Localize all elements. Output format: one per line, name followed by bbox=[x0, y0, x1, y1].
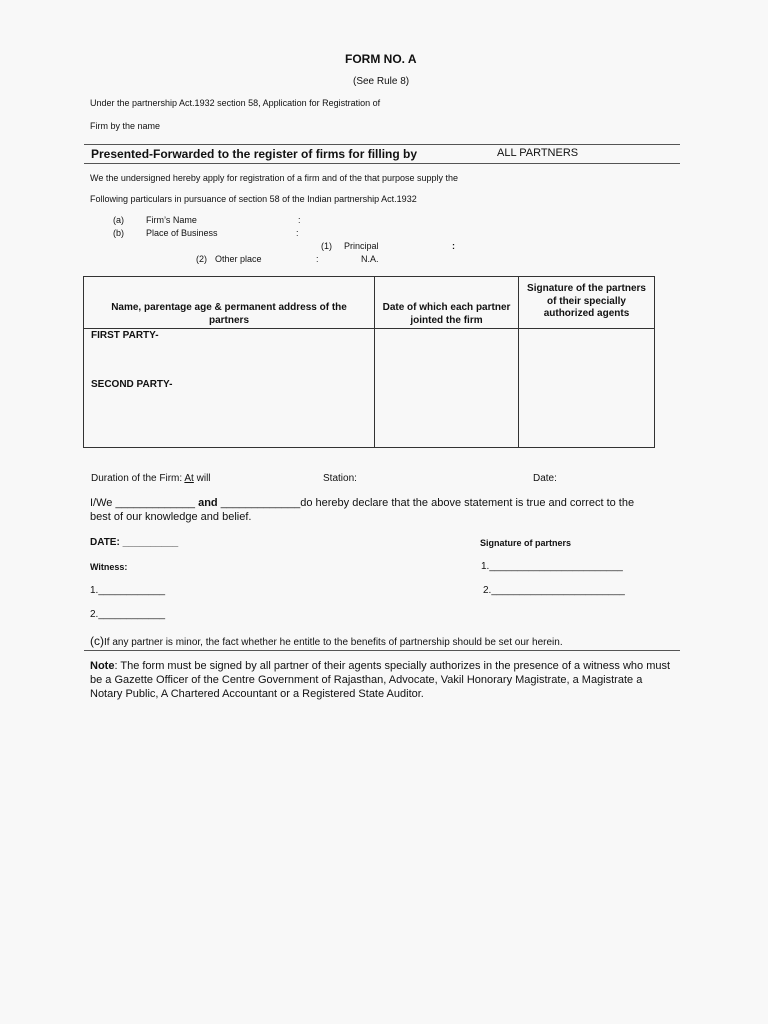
minor-clause bbox=[90, 634, 563, 648]
duration-label: Duration of the Firm: bbox=[91, 473, 183, 484]
parties-cell[interactable] bbox=[84, 329, 375, 448]
principal-marker: (1) bbox=[321, 241, 332, 251]
partners-table bbox=[83, 276, 655, 448]
principal-colon: : bbox=[452, 241, 455, 251]
other-place-value: N.A. bbox=[361, 254, 379, 264]
witness-2[interactable]: 2.____________ bbox=[90, 609, 166, 620]
and-label: and bbox=[198, 497, 218, 509]
presented-label: Presented-Forwarded to the register of firms for filling by bbox=[91, 147, 418, 161]
place-of-business-colon: : bbox=[296, 228, 299, 238]
date-field[interactable]: DATE: __________ bbox=[90, 537, 179, 548]
signature-of-partners-label: Signature of partners bbox=[480, 538, 572, 548]
witness-label: Witness: bbox=[90, 562, 128, 572]
para-line-2: Following particulars in pursuance of section 58 of the Indian partnership Act.1932 bbox=[90, 194, 417, 204]
partner-blank-2[interactable]: _____________ bbox=[220, 497, 301, 509]
column-header-name: Name, parentage age & permanent address of the partners bbox=[84, 277, 375, 329]
firm-name-colon: : bbox=[298, 215, 301, 225]
intro-line-1: Under the partnership Act.1932 section 58, Application for Registration of bbox=[90, 98, 381, 108]
other-place-colon: : bbox=[316, 254, 319, 264]
iwe-label: I/We bbox=[90, 497, 113, 509]
partner-blank-1[interactable]: _____________ bbox=[115, 497, 196, 509]
divider-top bbox=[84, 144, 680, 145]
note-text: : The form must be signed by all partner of their agents specially authorizes in the presence of a witness who must be a Gazette Officer of the Centre Government of Rajasthan, Advocate, Vakil Honorary Magistrate, a Magistrate a Notary Public, A Chartered Accountant or a Registered State Auditor. bbox=[90, 660, 671, 700]
declaration-text: do hereby declare that the above statement is true and correct to the bbox=[300, 497, 635, 509]
column-header-date: Date of which each partner jointed the firm bbox=[375, 277, 519, 329]
other-place-marker: (2) bbox=[196, 254, 207, 264]
declaration-line-1 bbox=[90, 497, 634, 509]
principal-label: Principal bbox=[344, 241, 379, 251]
presented-value: ALL PARTNERS bbox=[497, 147, 579, 159]
duration-at: At bbox=[184, 473, 194, 484]
partner-signature-1[interactable]: 1.________________________ bbox=[481, 561, 623, 572]
column-header-signature: Signature of the partners of their specially authorized agents bbox=[519, 277, 655, 329]
rule-reference: (See Rule 8) bbox=[353, 76, 410, 87]
place-of-business-label: Place of Business bbox=[146, 228, 218, 238]
note-label: Note bbox=[90, 660, 115, 672]
note-paragraph bbox=[90, 659, 675, 701]
divider-note bbox=[84, 650, 680, 651]
station-label: Station: bbox=[323, 473, 357, 484]
intro-line-2: Firm by the name bbox=[90, 121, 161, 131]
particular-b-marker: (b) bbox=[113, 228, 124, 238]
witness-1[interactable]: 1.____________ bbox=[90, 585, 166, 596]
minor-clause-text: If any partner is minor, the fact whether he entitle to the benefits of partnership should be set our herein. bbox=[104, 637, 563, 648]
duration-row bbox=[91, 473, 211, 484]
particular-a-marker: (a) bbox=[113, 215, 124, 225]
signature-cell[interactable] bbox=[519, 329, 655, 448]
firm-name-label: Firm’s Name bbox=[146, 215, 197, 225]
form-title: FORM NO. A bbox=[345, 52, 417, 66]
divider-bottom bbox=[84, 163, 680, 164]
other-place-label: Other place bbox=[215, 254, 262, 264]
partner-signature-2[interactable]: 2.________________________ bbox=[483, 585, 625, 596]
para-line-1: We the undersigned hereby apply for registration of a firm and of the that purpose supply the bbox=[90, 173, 459, 183]
second-party-label: SECOND PARTY- bbox=[91, 378, 173, 390]
join-date-cell[interactable] bbox=[375, 329, 519, 448]
declaration-line-2: best of our knowledge and belief. bbox=[90, 511, 252, 523]
date-label: Date: bbox=[533, 473, 557, 484]
first-party-label: FIRST PARTY- bbox=[91, 330, 159, 341]
minor-clause-marker: (c) bbox=[90, 634, 104, 648]
duration-will: will bbox=[196, 473, 211, 484]
